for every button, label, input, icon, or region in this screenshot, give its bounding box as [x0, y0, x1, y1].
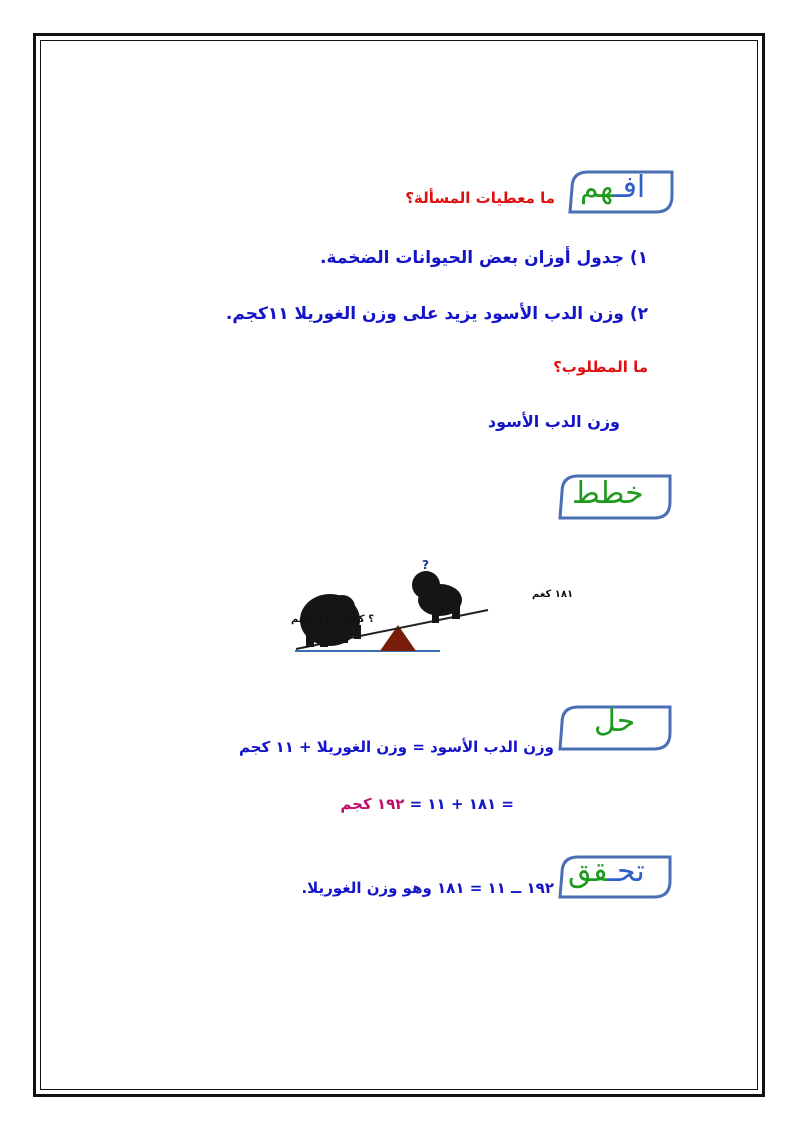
plan-label: خطط: [572, 476, 644, 511]
understand-label: [580, 170, 645, 205]
understand-label-part2: هم: [580, 170, 614, 205]
solution-line-2-prefix: = ١٨١ + ١١ =: [404, 795, 514, 813]
understand-label-part1: افـ: [613, 170, 646, 205]
required-answer: وزن الدب الأسود: [487, 412, 620, 431]
gorilla-silhouette: [412, 571, 462, 623]
check-label-part1: تحـ: [608, 854, 645, 889]
check-label-part2: قق: [568, 854, 609, 889]
bear-weight-label: ؟ كغم + ١١ كلغم: [291, 614, 375, 625]
fact-2: ٢) وزن الدب الأسود يزيد على وزن الغوريلا ١١كجم.: [225, 304, 648, 324]
solution-line-1: وزن الدب الأسود = وزن الغوريلا + ١١ كجم: [238, 738, 554, 756]
gorilla-question-mark: ?: [422, 558, 429, 572]
gorilla-weight-label: ١٨١ كغم: [532, 589, 574, 600]
given-question: ما معطيات المسألة؟: [405, 189, 555, 207]
check-label: [568, 854, 645, 889]
fact-1: ١) جدول أوزان بعض الحيوانات الضخمة.: [320, 248, 648, 268]
solution-line-2: [340, 795, 514, 813]
seesaw-figure: [170, 555, 574, 665]
solve-label: حل: [594, 704, 636, 739]
required-question: ما المطلوب؟: [553, 358, 648, 376]
solution-result: ١٩٢ كجم: [340, 795, 405, 813]
check-statement: ١٩٢ ــ ١١ = ١٨١ وهو وزن الغوريلا.: [301, 879, 554, 897]
